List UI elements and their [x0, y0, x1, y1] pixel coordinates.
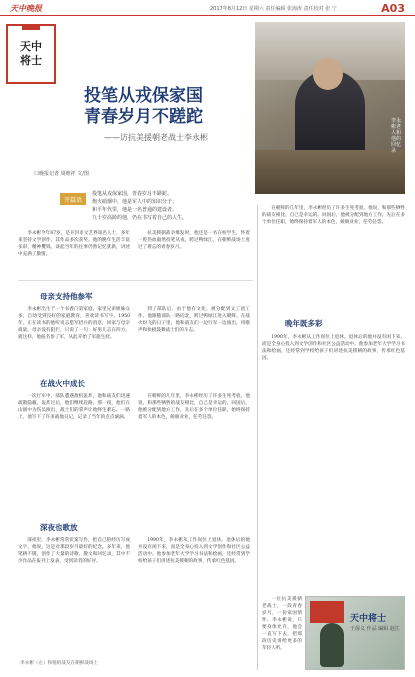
summary-line: 和平年代里，他是一名普通的建设者。 [92, 207, 178, 213]
article-column: 在朝鲜的几年里，李永彬经历了许多生死考验。他说，和那些牺牲的战友相比，自己是幸运的。回国后，他被分配到地方工作，先后在多个单位任职，始终保持着军人的本色，兢兢业业，任劳任怨。 [138, 394, 250, 420]
issue-line: 2017年8月12日 星期六 责任编辑 张海涛 责任校对 张 宁 [210, 6, 337, 12]
closing-column: 一位抗美援朝老战士，一段青春岁月，一份家国情怀。李永彬说，只要身体允许，他会一直写下去，把那段历史讲给更多的年轻人听。 [262, 597, 302, 651]
masthead [0, 0, 415, 16]
section-tag-line-1: 天中 [20, 40, 42, 53]
article-column: 在朝鲜的几年里，李永彬经历了许多生死考验。他说，和那些牺牲的战友相比，自己是幸运的。回国后，他被分配到地方工作，先后在多个单位任职，始终保持着军人的本色，兢兢业业，任劳任怨。 [262, 206, 405, 225]
column-divider [257, 205, 258, 670]
section-title-1: 母亲支持他参军 [40, 292, 93, 301]
section-tag-notch [22, 24, 40, 30]
headline [84, 86, 254, 128]
photo-desk [255, 150, 405, 194]
main-photo [255, 22, 405, 194]
summary-line: 投笔从戎保家国，青春岁月不蹉跎。 [92, 191, 173, 197]
page-number: A03 [381, 2, 405, 15]
footer-subtitle: 王保义 作品 编辑 赵江 [350, 626, 400, 632]
headline-line-2: 青春岁月不蹉跎 [84, 107, 203, 127]
article-column: 到了部队后，由于他有文化，被分配到文工团工作。他跟随部队一路向北，跨过鸭绿江进入朝鲜。在战火纷飞的日子里，他和战友们一边行军一边演出，用歌声和快板鼓舞战士们的斗志。 [138, 307, 250, 333]
photo-credit: 李永彬（左）和他的战友在朝鲜战场上 [20, 661, 99, 666]
article-column: 深夜里，李永彬常常伏案写作，把自己的经历写成文字。他说，这是对那段岁月最好的纪念。多年来，他笔耕不辍，创作了大量的诗歌、散文和回忆录，其中不少作品在报刊上发表，受到读者的好评。 [18, 538, 130, 564]
section-tag-line-2: 将士 [20, 54, 42, 67]
newspaper-brand: 天中晚报 [10, 4, 42, 13]
photo-caption: 李永彬老人和他的回忆录 [391, 118, 402, 154]
subhead: ——访抗美援朝老战士李永彬 [104, 133, 208, 142]
intro-paragraph-2: 抗美援朝战争爆发时，他还是一名在校学生，怀着一腔热血毅然投笔从戎，跨过鸭绿江，在朝鲜战场上度过了难忘的青春岁月。 [138, 231, 250, 250]
footer-title: 天中将士 [350, 614, 387, 624]
footer-photo [305, 596, 405, 670]
byline: 口晚报记者 周维祥 文/图 [34, 171, 89, 177]
section-tag [6, 24, 56, 84]
article-column: 李永彬出生于一个书香门第家庭，家里兄弟姐妹众多，自幼受到良好的家庭教育，喜欢读书写字。1950年，正在读书的他听说志愿军招兵的消息，回家与母亲商量，母亲没有阻拦，只说了一句：好男儿志在四方。就这样，他报名参了军，从此开始了军旅生涯。 [18, 307, 130, 340]
photo-flag [310, 601, 344, 623]
section-title-2: 在战火中成长 [40, 379, 85, 388]
summary-line: 九十岁高龄的他，仍在书写着自己的人生。 [92, 215, 188, 221]
section-title-4: 晚年既多彩 [285, 319, 323, 328]
article-column: 1990年，李永彬从工作岗位上退休。退休后的他并没有闲下来，而是全身心投入到文学创作和社区公益活动中。他参加老年大学学习书法和绘画，还经常到学校给孩子们讲述抗美援朝的故事，传承红色基因。 [138, 538, 250, 564]
intro-paragraph: 李永彬今年87岁，是开封市文艺界知名人士，多年来坚持文学创作，其作品多次获奖。他的晚年生活丰富多彩，精神矍铄，谈起当年的往事仍然记忆犹新，讲述中充满了激情。 [18, 231, 130, 257]
photo-figure [320, 623, 344, 667]
headline-line-1: 投笔从戎保家国 [84, 86, 203, 106]
divider [18, 280, 253, 281]
article-column: 一次行军中，部队遭遇敌机轰炸，他和战友们迅速疏散隐蔽。轰炸过后，他们继续赶路。那一夜，他们在山洞中为伤员演出，战士们的掌声让他终生难忘。一路上，他写下了许多战地日记，记录了当年的点点滴滴。 [18, 394, 130, 420]
section-title-3: 深夜也歌放 [40, 523, 78, 532]
summary-line: 炮火硝烟中，他是军人中的知识分子； [92, 199, 178, 205]
summary-label: 开篇语 [60, 193, 86, 205]
photo-person-head [313, 58, 343, 90]
article-column: 1990年，李永彬从工作岗位上退休。退休后的他并没有闲下来，而是全身心投入到文学创作和社区公益活动中。他参加老年大学学习书法和绘画，还经常到学校给孩子们讲述抗美援朝的故事，传承红色基因。 [262, 335, 405, 361]
